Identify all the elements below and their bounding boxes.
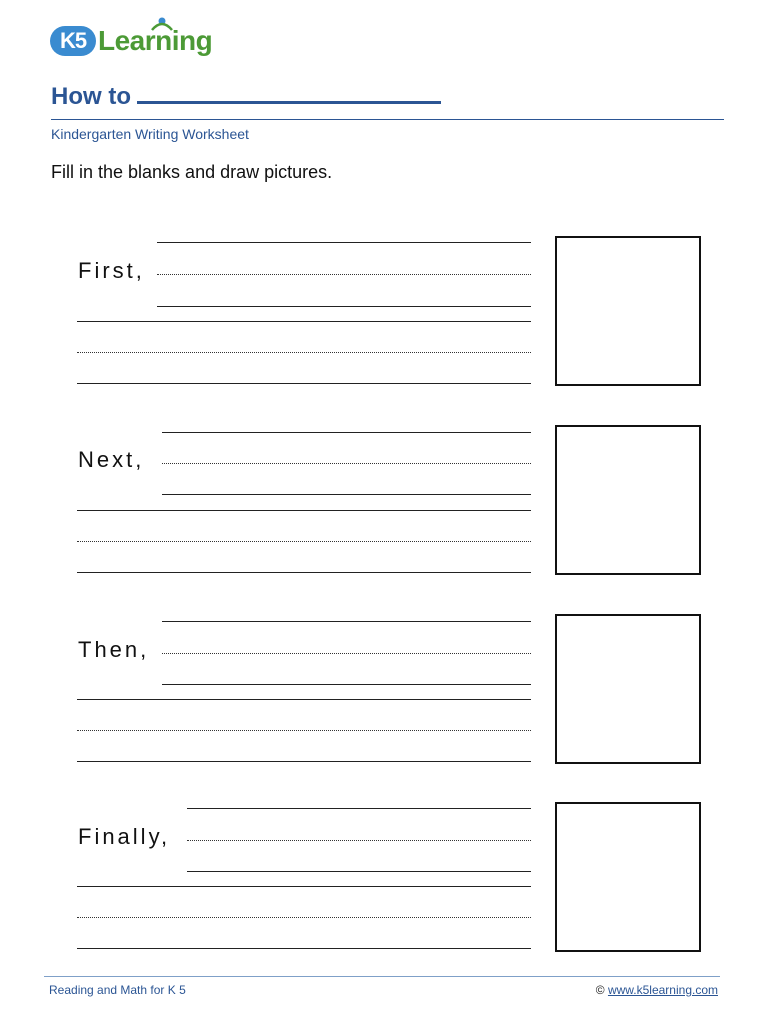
step-label: First, <box>78 258 145 283</box>
footer-copyright <box>596 983 718 997</box>
write-line-top[interactable] <box>77 321 531 322</box>
write-line-mid[interactable] <box>77 541 531 542</box>
drawing-box[interactable] <box>555 236 701 386</box>
copyright-symbol: © <box>595 983 605 997</box>
header-divider <box>51 119 724 120</box>
write-line-mid[interactable] <box>77 917 531 918</box>
title-blank-line[interactable] <box>137 83 441 104</box>
write-line-base[interactable] <box>187 871 531 872</box>
instruction-text: Fill in the blanks and draw pictures. <box>51 162 333 182</box>
write-line-mid[interactable] <box>77 730 531 731</box>
write-line-mid[interactable] <box>162 653 531 654</box>
write-line-top[interactable] <box>162 621 531 622</box>
logo-wordmark: Learning <box>98 25 213 56</box>
write-line-base[interactable] <box>162 494 531 495</box>
write-line-top[interactable] <box>77 886 531 887</box>
footer-tagline: Reading and Math for K 5 <box>49 983 186 997</box>
footer-link[interactable]: www.k5learning.com <box>607 983 718 997</box>
write-line-top[interactable] <box>187 808 531 809</box>
write-line-mid[interactable] <box>157 274 531 275</box>
worksheet-subtitle: Kindergarten Writing Worksheet <box>51 126 249 142</box>
write-line-top[interactable] <box>77 699 531 700</box>
write-line-mid[interactable] <box>162 463 531 464</box>
step-label: Next, <box>78 447 145 472</box>
write-line-base[interactable] <box>77 383 531 384</box>
write-line-top[interactable] <box>77 510 531 511</box>
write-line-mid[interactable] <box>187 840 531 841</box>
write-line-base[interactable] <box>77 948 531 949</box>
logo-badge: K5 <box>50 26 96 56</box>
write-line-base[interactable] <box>157 306 531 307</box>
step-label: Finally, <box>78 824 171 849</box>
drawing-box[interactable] <box>555 802 701 952</box>
page-title <box>51 82 441 112</box>
title-text: How to <box>51 83 131 110</box>
write-line-mid[interactable] <box>77 352 531 353</box>
write-line-top[interactable] <box>157 242 531 243</box>
footer-divider <box>44 976 720 977</box>
write-line-base[interactable] <box>162 684 531 685</box>
write-line-top[interactable] <box>162 432 531 433</box>
drawing-box[interactable] <box>555 425 701 575</box>
write-line-base[interactable] <box>77 572 531 573</box>
k5-learning-logo <box>48 18 218 62</box>
drawing-box[interactable] <box>555 614 701 764</box>
step-label: Then, <box>78 637 150 662</box>
write-line-base[interactable] <box>77 761 531 762</box>
logo-figure-icon <box>149 16 175 32</box>
